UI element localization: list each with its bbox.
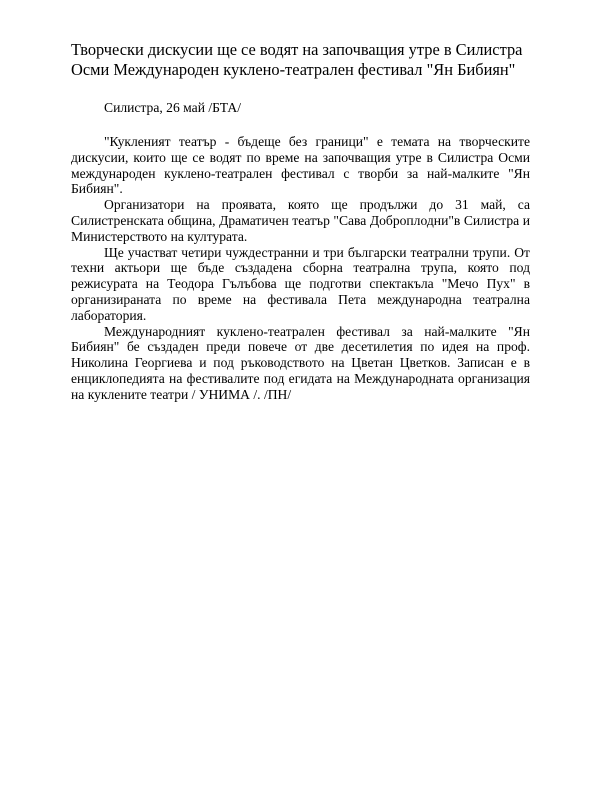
paragraph-1: "Куклeният театър - бъдеще без граници" е темата на творческите дискусии, които ще се водят по време на започващия утре в Силистра Осми международен куклено-театрален фестивал с творби за най-малките "Ян Бибиян". [71, 134, 530, 197]
paragraph-3: Ще участват четири чуждестранни и три български театрални трупи. От техни актьори ще бъде създадена сборна театрална трупа, която под режисурата на Теодора Гълъбова ще подготви спектакъла "Мечо Пух" в организираната по време на фестивала Пета международна театрална лаборатория. [71, 244, 530, 323]
article-body [71, 134, 530, 403]
headline-line-2: Осми Международен куклено-театрален фестивал "Ян Бибиян" [71, 60, 516, 79]
article-dateline: Силистра, 26 май /БТА/ [104, 100, 241, 115]
article-headline [71, 40, 561, 80]
paragraph-2: Организатори на проявата, която ще продължи до 31 май, са Силистренската община, Драматичен театър "Сава Доброплодни"в Силистра и Министерството на културата. [71, 197, 530, 244]
headline-line-1: Творчески дискусии ще се водят на започващия утре в Силистра [71, 40, 523, 59]
paragraph-4: Международният куклено-театрален фестивал за най-малките "Ян Бибиян" бе създаден преди повече от две десетилетия по идея на проф. Николина Георгиева и под ръководството на Цветан Цветков. Записан е в енциклопедията на фестивалите под егидата на Международната организация на куклените театри / УНИМА /. /ПН/ [71, 323, 530, 402]
